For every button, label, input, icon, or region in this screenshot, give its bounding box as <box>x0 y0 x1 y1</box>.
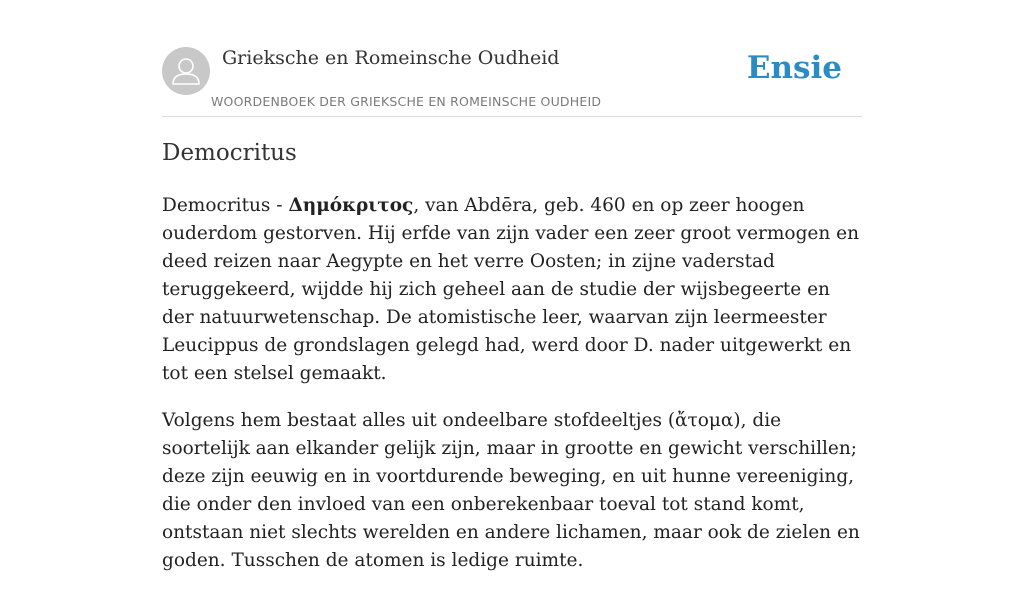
book-title-link[interactable]: Grieksche en Romeinsche Oudheid <box>222 47 560 69</box>
entry-paragraph-1-text: , van Abdēra, geb. 460 en op zeer hoogen ouderdom gestorven. Hij erfde van zijn vader een zeer groot vermogen en deed reizen naar Aegypte en het verre Oosten; in zijne vaderstad teruggekeerd, wijdde hij zich geheel aan de studie der wijsbegeerte en der natuurwetenschap. De atomistische leer, waarvan zijn leermeester Leucippus de grondslagen gelegd had, werd door D. nader uitgewerkt en tot een stelsel gemaakt. <box>162 195 860 384</box>
entry-body <box>162 192 862 594</box>
entry-lead: Democritus - <box>162 195 289 216</box>
user-icon <box>162 47 210 95</box>
header <box>162 40 862 117</box>
entry-paragraph-1 <box>162 192 862 388</box>
avatar[interactable] <box>162 47 210 95</box>
brand-logo-link[interactable]: Ensie <box>746 50 842 86</box>
entry-title: Democritus <box>162 140 297 166</box>
entry-paragraph-2: Volgens hem bestaat alles uit ondeelbare stofdeeltjes (ἄτομα), die soortelijk aan elkander gelijk zijn, maar in grootte en gewicht verschillen; deze zijn eeuwig en in voortdurende beweging, en uit hunne vereeniging, die onder den invloed van een onberekenbaar toeval tot stand komt, ontstaan niet slechts werelden en andere lichamen, maar ook de zielen en goden. Tusschen de atomen is ledige ruimte. <box>162 410 860 571</box>
book-subtitle: WOORDENBOEK DER GRIEKSCHE EN ROMEINSCHE OUDHEID <box>211 94 602 109</box>
greek-headword: Δημόκριτος <box>288 195 414 216</box>
